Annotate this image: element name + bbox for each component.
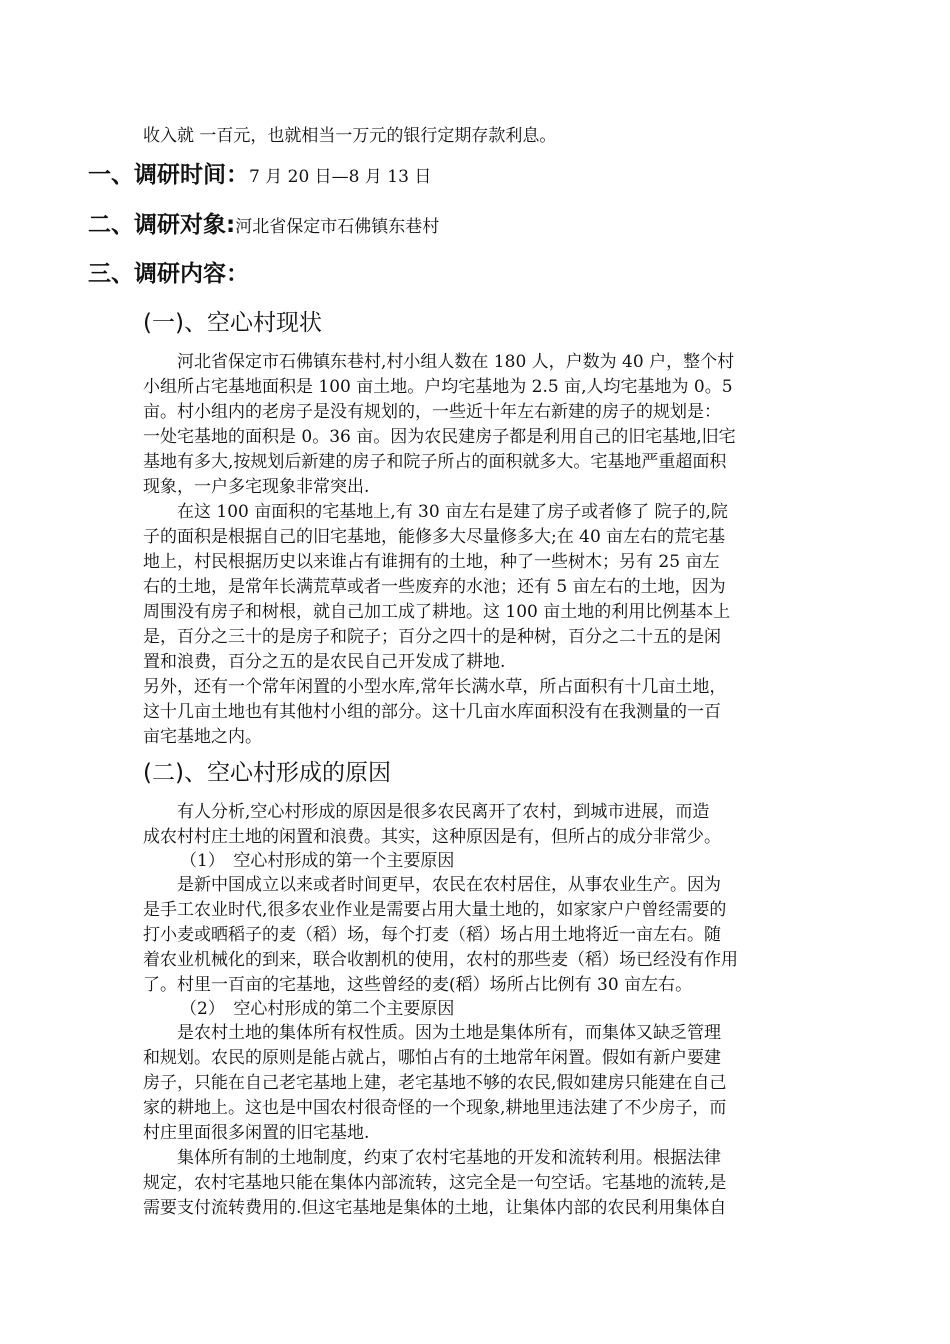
- reason-1-heading: （1） 空心村形成的第一个主要原因: [180, 851, 455, 871]
- paragraph-line: 家的耕地上。这也是中国农村很奇怪的一个现象,耕地里违法建了不少房子，而: [143, 1098, 727, 1118]
- paragraph-line: 是农村土地的集体所有权性质。因为土地是集体所有，而集体又缺乏管理: [143, 1023, 721, 1043]
- heading-survey-object: [88, 210, 439, 242]
- paragraph-line: 这十几亩土地也有其他村小组的部分。这十几亩水库面积没有在我测量的一百: [143, 702, 721, 722]
- heading-survey-object-label: 二、调研对象:: [88, 212, 236, 238]
- paragraph-line: 需要支付流转费用的.但这宅基地是集体的土地，让集体内部的农民利用集体自: [143, 1198, 727, 1218]
- paragraph-line: 是新中国成立以来或者时间更早，农民在农村居住，从事农业生产。因为: [143, 875, 721, 895]
- paragraph-line: 地上，村民根据历史以来谁占有谁拥有的土地，种了一些树木；另有 25 亩左: [143, 552, 720, 572]
- paragraph-line: 打小麦或晒稻子的麦（稻）场，每个打麦（稻）场占用土地将近一亩左右。随: [143, 925, 721, 945]
- intro-line: 收入就 一百元，也就相当一万元的银行定期存款利息。: [143, 126, 557, 146]
- paragraph-line: 置和浪费，百分之五的是农民自己开发成了耕地.: [143, 652, 506, 672]
- paragraph-line: 右的土地，是常年长满荒草或者一些废弃的水池；还有 5 亩左右的土地，因为: [143, 577, 726, 597]
- heading-survey-object-value: 河北省保定市石佛镇东巷村: [235, 217, 440, 237]
- paragraph-line: 是，百分之三十的是房子和院子；百分之四十的是种树，百分之二十五的是闲: [143, 627, 721, 647]
- paragraph-line: 另外，还有一个常年闲置的小型水库,常年长满水草，所占面积有十几亩土地，: [143, 677, 727, 697]
- heading-survey-time: [88, 160, 431, 192]
- section-2-title: (二)、空心村形成的原因: [143, 760, 391, 786]
- paragraph-line: 是手工农业时代,很多农业作业是需要占用大量土地的，如家家户户曾经需要的: [143, 900, 727, 920]
- paragraph-line: 周围没有房子和树根，就自己加工成了耕地。这 100 亩土地的利用比例基本上: [143, 602, 731, 622]
- heading-survey-time-value: 7 月 20 日—8 月 13 日: [249, 167, 432, 187]
- paragraph-line: 和规划。农民的原则是能占就占，哪怕占有的土地常年闲置。假如有新户要建: [143, 1048, 721, 1068]
- paragraph-line: 了。村里一百亩的宅基地，这些曾经的麦(稻）场所占比例有 30 亩左右。: [143, 975, 693, 995]
- paragraph-line: 集体所有制的土地制度，约束了农村宅基地的开发和流转利用。根据法律: [143, 1148, 721, 1168]
- heading-survey-time-label: 一、调研时间：: [88, 162, 249, 188]
- section-1-title: (一)、空心村现状: [143, 310, 322, 336]
- paragraph-line: 基地有多大,按规划后新建的房子和院子所占的面积就多大。宅基地严重超面积: [143, 452, 727, 472]
- paragraph-line: 有人分析,空心村形成的原因是很多农民离开了农村，到城市进展，而造: [143, 802, 710, 822]
- paragraph-line: 规定，农村宅基地只能在集体内部流转，这完全是一句空话。宅基地的流转,是: [143, 1173, 727, 1193]
- paragraph-line: 现象，一户多宅现象非常突出.: [143, 477, 370, 497]
- reason-2-heading: （2） 空心村形成的第二个主要原因: [180, 999, 455, 1019]
- paragraph-line: 房子，只能在自己老宅基地上建，老宅基地不够的农民,假如建房只能建在自己: [143, 1073, 727, 1093]
- paragraph-line: 亩宅基地之内。: [143, 727, 262, 747]
- paragraph-line: 成农村村庄土地的闲置和浪费。其实，这种原因是有，但所占的成分非常少。: [143, 827, 721, 847]
- paragraph-line: 在这 100 亩面积的宅基地上,有 30 亩左右是建了房子或者修了 院子的,院: [143, 502, 728, 522]
- heading-survey-content: 三、调研内容：: [88, 261, 249, 287]
- paragraph-line: 着农业机械化的到来，联合收割机的使用，农村的那些麦（稻）场已经没有作用: [143, 950, 738, 970]
- paragraph-line: 亩。村小组内的老房子是没有规划的，一些近十年左右新建的房子的规划是：: [143, 402, 721, 422]
- paragraph-line: 小组所占宅基地面积是 100 亩土地。户均宅基地为 2.5 亩,人均宅基地为 0。5: [143, 377, 733, 397]
- paragraph-line: 子的面积是根据自己的旧宅基地，能修多大尽量修多大;在 40 亩左右的荒宅基: [143, 527, 726, 547]
- paragraph-line: 河北省保定市石佛镇东巷村,村小组人数在 180 人，户数为 40 户，整个村: [143, 352, 735, 372]
- paragraph-line: 一处宅基地的面积是 0。36 亩。因为农民建房子都是利用自己的旧宅基地,旧宅: [143, 427, 736, 447]
- paragraph-line: 村庄里面很多闲置的旧宅基地.: [143, 1123, 370, 1143]
